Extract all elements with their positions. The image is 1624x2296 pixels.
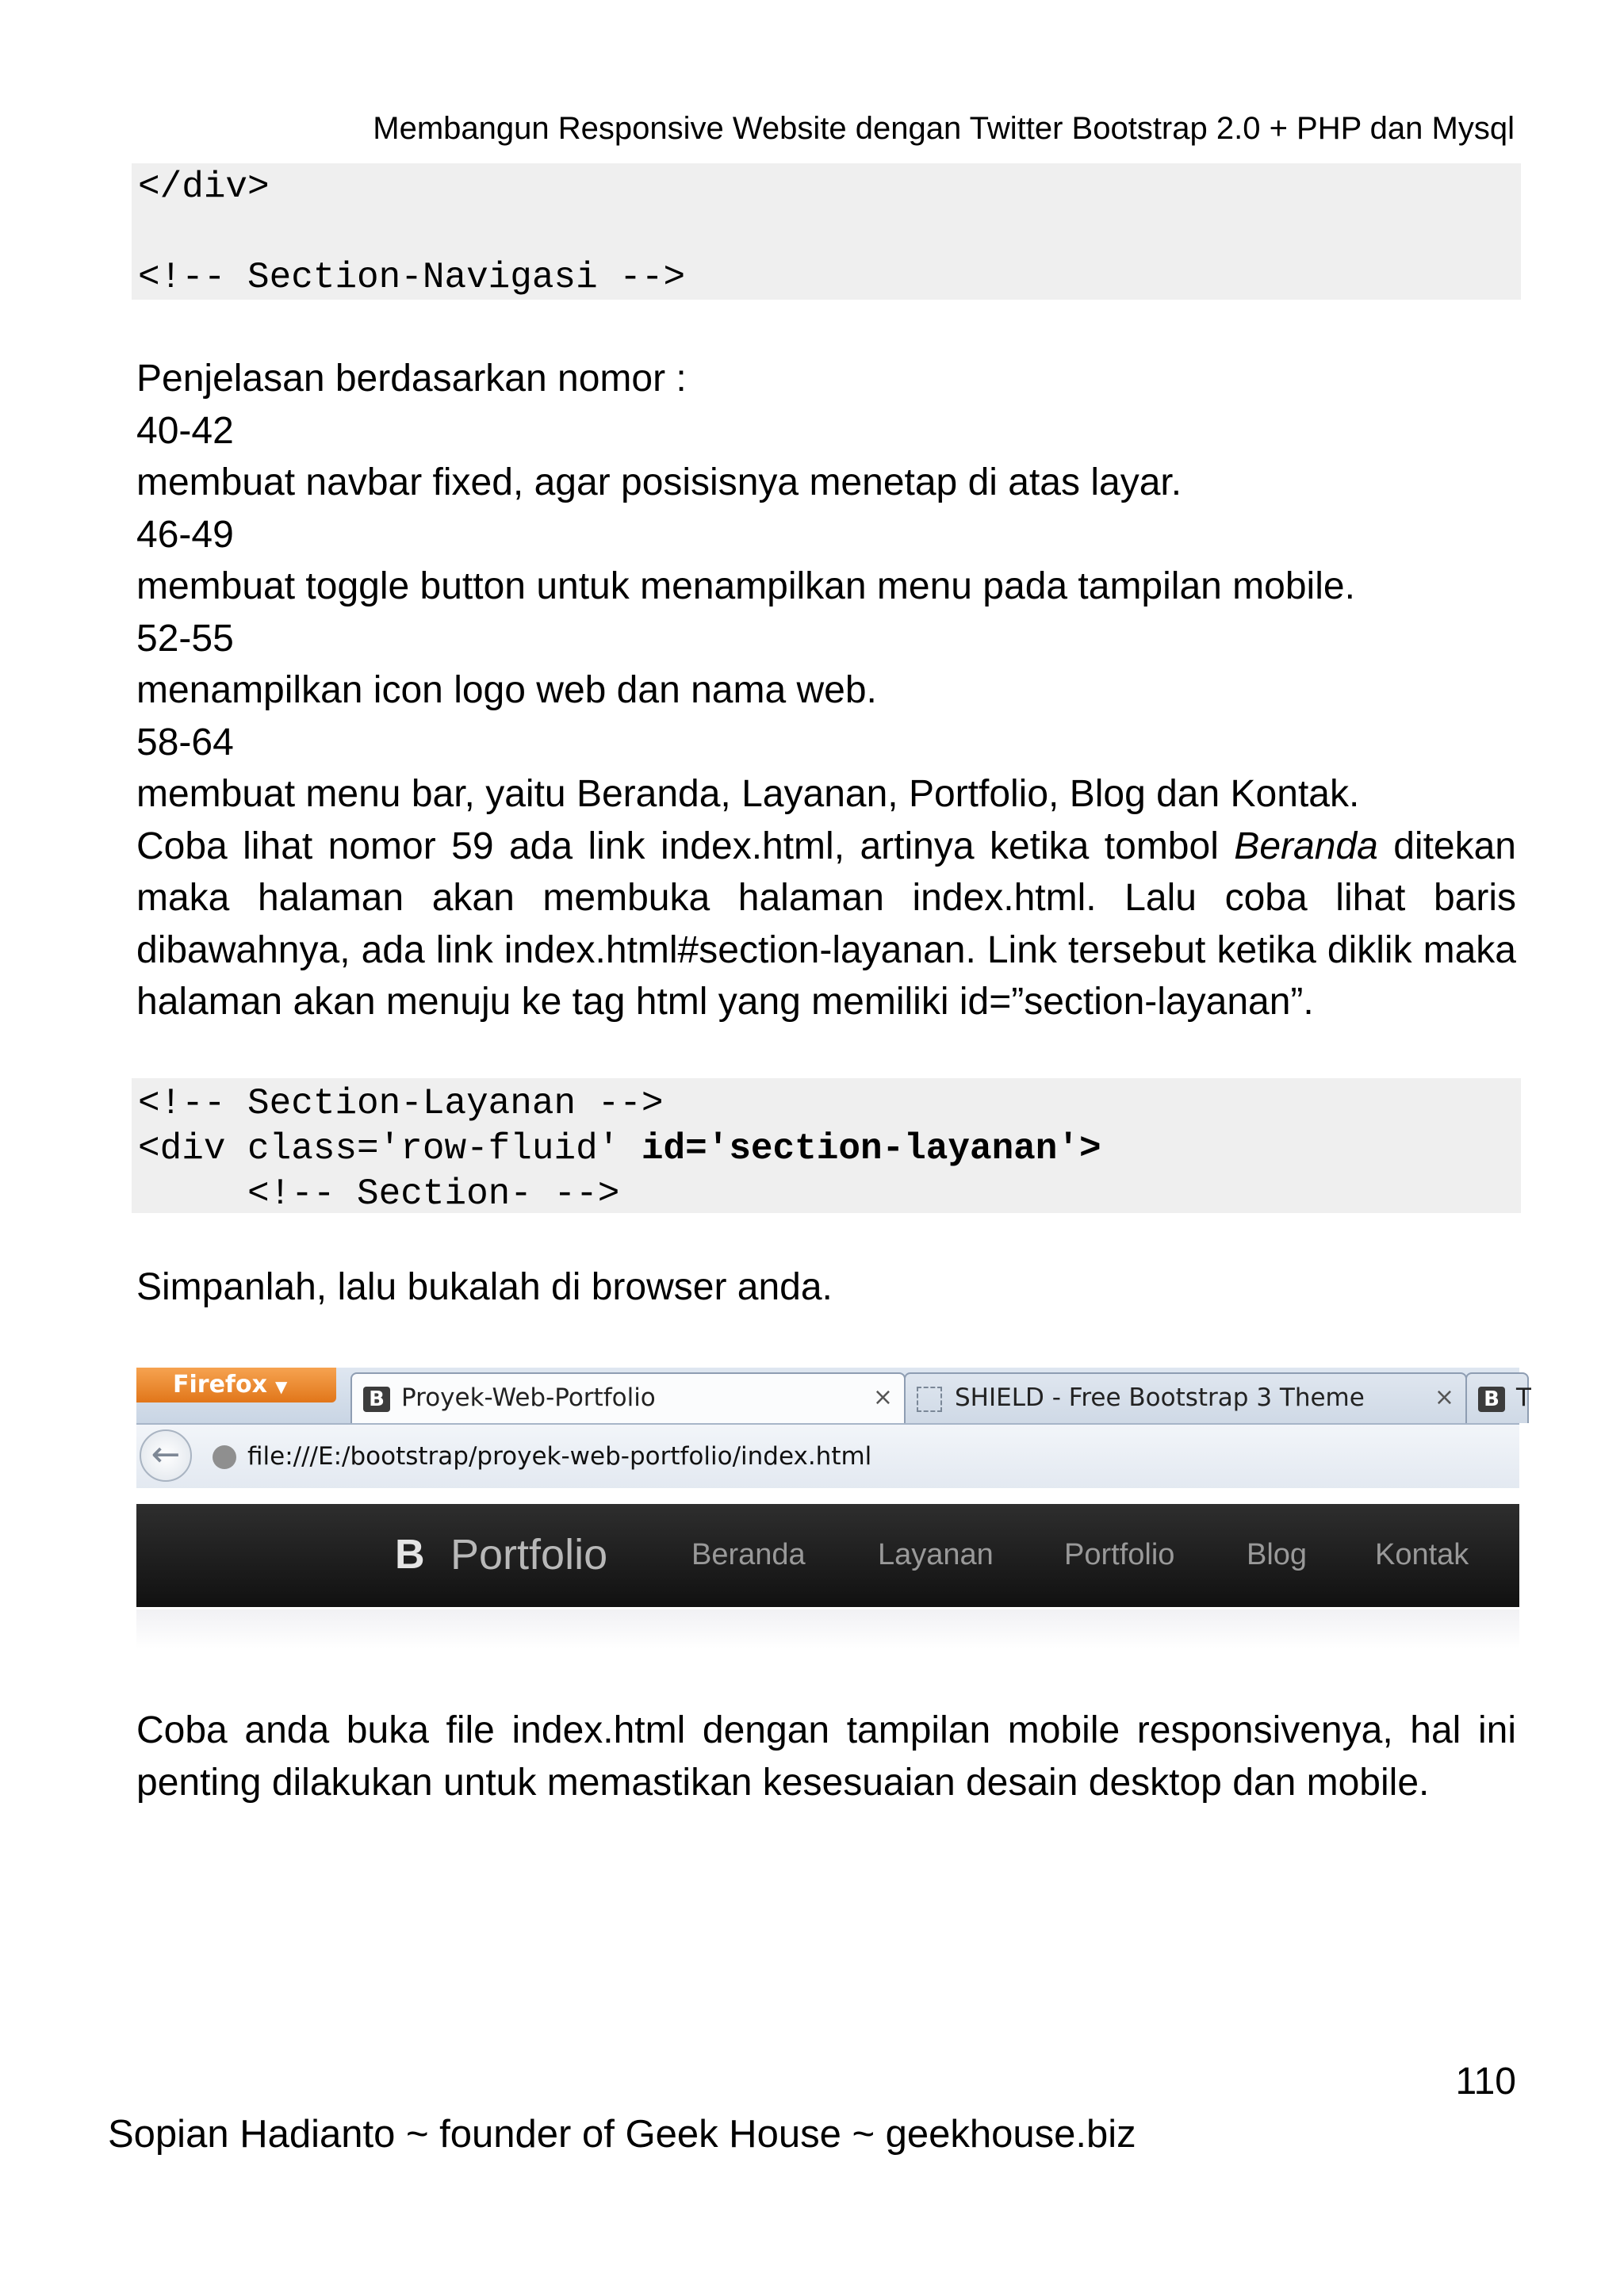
bootstrap-favicon-icon: B bbox=[1478, 1387, 1505, 1412]
browser-screenshot bbox=[136, 1368, 1531, 1609]
explanation-intro: Penjelasan berdasarkan nomor : bbox=[136, 358, 687, 400]
running-header: Membangun Responsive Website dengan Twitter Bootstrap 2.0 + PHP dan Mysql bbox=[373, 111, 1515, 146]
code-text: <div class='row-fluid' bbox=[138, 1128, 642, 1169]
chevron-down-icon: ▼ bbox=[274, 1377, 288, 1396]
explain-text: ditekan bbox=[1393, 825, 1516, 867]
line-number-range: 46-49 bbox=[136, 513, 234, 556]
explain-line-3: dibawahnya, ada link index.html#section-layanan. Link tersebut ketika diklik maka bbox=[136, 928, 1516, 971]
back-arrow-icon: ← bbox=[151, 1434, 181, 1475]
url-bar bbox=[136, 1425, 1519, 1488]
closing-paragraph bbox=[136, 1705, 1516, 1808]
line-description: menampilkan icon logo web dan nama web. bbox=[136, 669, 877, 711]
nav-link-layanan[interactable]: Layanan bbox=[878, 1538, 994, 1571]
close-icon[interactable]: × bbox=[872, 1383, 893, 1411]
line-description: membuat menu bar, yaitu Beranda, Layanan, Portfolio, Blog dan Kontak. bbox=[136, 773, 1360, 815]
code-line-empty bbox=[138, 210, 1521, 255]
code-block-layanan bbox=[132, 1078, 1521, 1213]
closing-line-1: Coba anda buka file index.html dengan tampilan mobile responsivenya, hal ini bbox=[136, 1709, 1516, 1751]
nav-link-beranda[interactable]: Beranda bbox=[691, 1538, 806, 1571]
back-button[interactable] bbox=[140, 1429, 192, 1482]
brand-name-link[interactable]: Portfolio bbox=[450, 1531, 608, 1578]
close-icon[interactable]: × bbox=[1434, 1383, 1454, 1411]
explain-text: Coba lihat nomor 59 ada link index.html, artinya ketika tombol bbox=[136, 825, 1219, 867]
code-line bbox=[138, 1127, 1521, 1172]
nav-link-blog[interactable]: Blog bbox=[1247, 1538, 1308, 1571]
explanation-paragraph bbox=[136, 353, 1516, 1028]
tab-proyek-web-portfolio[interactable] bbox=[350, 1372, 906, 1423]
explain-line-2: maka halaman akan membuka halaman index.html. Lalu coba lihat baris bbox=[136, 877, 1516, 919]
explain-line-1 bbox=[136, 821, 1516, 873]
tab-truncated[interactable] bbox=[1465, 1372, 1529, 1423]
site-navbar bbox=[136, 1504, 1519, 1607]
firefox-menu-button[interactable] bbox=[136, 1368, 336, 1402]
tab-title: T bbox=[1516, 1383, 1531, 1412]
line-description: membuat toggle button untuk menampilkan menu pada tampilan mobile. bbox=[136, 565, 1355, 607]
tab-title: SHIELD - Free Bootstrap 3 Theme bbox=[955, 1383, 1365, 1412]
placeholder-favicon-icon bbox=[917, 1387, 942, 1412]
closing-line-2: penting dilakukan untuk memastikan kesesuaian desain desktop dan mobile. bbox=[136, 1761, 1430, 1804]
code-line: <!-- Section- --> bbox=[138, 1173, 620, 1215]
code-line: </div> bbox=[138, 166, 270, 208]
firefox-menu-label: Firefox bbox=[173, 1371, 267, 1399]
page-number: 110 bbox=[1455, 2061, 1516, 2103]
nav-link-kontak[interactable]: Kontak bbox=[1375, 1538, 1469, 1571]
code-block-navigasi bbox=[132, 163, 1521, 300]
line-number-range: 40-42 bbox=[136, 409, 234, 452]
brand-logo-icon[interactable]: B bbox=[395, 1532, 425, 1578]
instruction-text: Simpanlah, lalu bukalah di browser anda. bbox=[136, 1266, 833, 1308]
nav-link-portfolio[interactable]: Portfolio bbox=[1064, 1538, 1175, 1571]
tab-bar bbox=[136, 1368, 1531, 1425]
line-description: membuat navbar fixed, agar posisisnya menetap di atas layar. bbox=[136, 461, 1182, 503]
line-number-range: 52-55 bbox=[136, 617, 234, 660]
address-input[interactable]: file:///E:/bootstrap/proyek-web-portfolio/index.html bbox=[247, 1442, 872, 1471]
explain-line-4: halaman akan menuju ke tag html yang memiliki id=”section-layanan”. bbox=[136, 981, 1314, 1023]
tab-title: Proyek-Web-Portfolio bbox=[401, 1383, 656, 1412]
footer-credit: Sopian Hadianto ~ founder of Geek House ~ geekhouse.biz bbox=[108, 2113, 1136, 2156]
code-line: <!-- Section-Navigasi --> bbox=[138, 257, 686, 298]
explain-italic: Beranda bbox=[1234, 825, 1378, 867]
code-text-bold: id='section-layanan'> bbox=[641, 1128, 1101, 1169]
screenshot-shadow bbox=[136, 1609, 1519, 1649]
line-number-range: 58-64 bbox=[136, 721, 234, 763]
globe-icon bbox=[213, 1445, 236, 1469]
code-line: <!-- Section-Layanan --> bbox=[138, 1083, 664, 1124]
bootstrap-favicon-icon: B bbox=[363, 1387, 390, 1412]
tab-shield-theme[interactable] bbox=[904, 1372, 1467, 1423]
